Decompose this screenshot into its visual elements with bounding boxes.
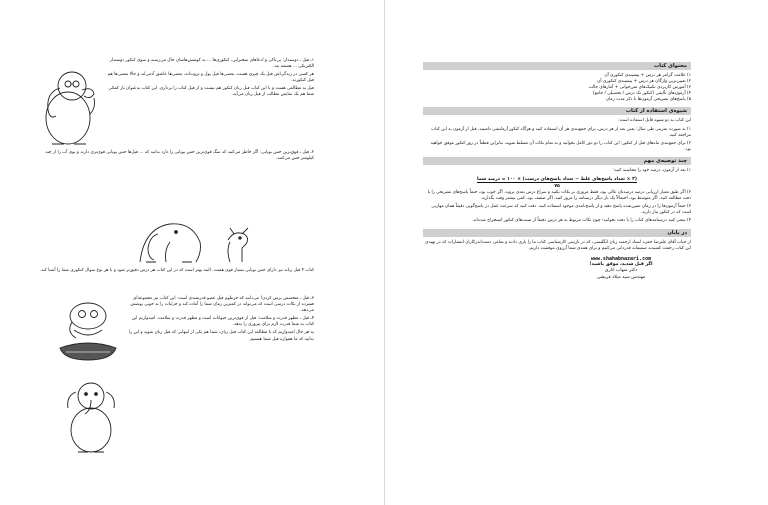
paragraph-4: ۲ـ فیل ـ فوق‌ترین حس بویایی: اگر خاطر می‌کنید که سگ قوی‌ترین حس بویایی را دارد بدانید که ... فیل‌ها حس بویایی قوی‌تری دارند و بوی آب را از چند کیلومتر حس می‌کنند. — [45, 150, 314, 162]
website-link[interactable]: www.shahabnazari.com — [590, 255, 652, 262]
author-2: مهندس سید میلاد قریشی — [596, 274, 646, 280]
paragraph-8: به هر حال امیدواریم که با مطالعه این کتاب فیل زبان، شما هم یکی از اینهایی که فیل زبان شوید و این را بدانید که ما همواره فیل شما هستیم. — [128, 330, 314, 342]
formula-numerator: (۳ × تعداد پاسخ‌های غلط − تعداد پاسخ‌های درست) × ۱۰۰ = درصد شما — [477, 177, 637, 183]
elephant-professor-illustration — [38, 60, 100, 150]
usage-intro: این کتاب به دو شیوه قابل استفاده است: — [618, 118, 691, 124]
toc-item-4: ۴) آزمون‌های تألیفی (کنکور تک درس / تحصیلی / جامع) — [592, 91, 691, 97]
usage-item-1: ۱) به صورت تمرینی طی سال: یعنی بعد از هر درس، برای جمع‌بندی هر آن استفاده کنید و هرگاه کنکور آزمایشی داشتید، قبل از آزمون به این کتاب مراجعه کنید. — [431, 126, 691, 138]
elephant-and-dog-illustration — [130, 212, 260, 268]
right-page — [384, 0, 768, 505]
paragraph-2: هر کسی در زندگی‌اش فیل یک چیزی هست، بعضی‌ها فیل پول و ثروت‌اند، بعضی‌ها عاشق آدمی‌اند و حالا بعضی‌ها هم فیل کنکورند. — [107, 72, 314, 84]
toc-item-2: ۲) تعیین‌ترین واژگان هر درس + پیشینه‌ی کنکوری آن — [597, 79, 691, 85]
toc-item-5: ۵) پاسخ‌های تشریحی آزمون‌ها با ذکر مدت زمان — [605, 97, 691, 103]
tip-2: ۲) اگر طبق معیار ارزیابی درصد درصدتان عالی بود، فقط مروری بر نکات بکنید و سراغ درس بعدی بروید. اگر خوب بود، حتماً پاسخ‌های تشریحی را با دقت مطالعه کنید. اگر متوسط بود، احتمالاً یک بار دیگر درسنامه را مرور کنید. اگر ضعیف بود، کمی بیشتر وقت بگذارید. — [427, 190, 691, 202]
standing-elephant-illustration — [58, 378, 124, 458]
formula-denominator: ۷۵ — [554, 184, 560, 190]
paragraph-1: ۱ـ فیل ـ دوستدار: بی‌باکی و ادعاهای سخنرانی، کنکوری‌ها ... به کوشش‌هاشان حال می‌رسند و سوی کنکور دوستدار الکتریکی ... همشه بند. — [109, 58, 314, 70]
signature-block — [551, 256, 691, 281]
acknowledgement-text: از جناب آقای علیرضا حمزه استاد ارجمند زبان انگلیسی، که در بازبینی کارشناسی کتاب ما را یاری دادند و تمامی دست‌اندرکاران انتشارات که در تهیه‌ی این کتاب زحمت کشیدند صمیمانه قدردانی می‌کنیم و برای همه‌ی شما آرزوی موفقیت داریم. — [425, 239, 691, 251]
middle-text-block — [38, 268, 314, 276]
paragraph-6: ۳ـ فیل ـ متخصص پرس کردن! می‌دانید که خرطوم فیل عضو قدرتمندی است. این کتاب نیز مجموعه‌ای فشرده از نکات درسی است که می‌تواند در کمترین زمان شما را آماده کند و جزئیات را به خوبی پوشش می‌دهد. — [130, 296, 314, 314]
elephant-on-cushion-illustration — [52, 296, 124, 364]
tip-1: ۱) بعد از آزمون، درصد خود را محاسبه کنید: — [613, 167, 691, 173]
usage-header: شیوه‌ی استفاده از کتاب — [423, 107, 691, 115]
percentage-formula — [423, 176, 691, 190]
intro-text-block — [100, 58, 314, 101]
toc-item-3: ۳) آموزش کاربردی تکنیک‌های متن‌خوانی + آمارهای جالب — [588, 85, 691, 91]
tip-3: ۳) حتماً آزمون‌ها را در زمان تعیین‌شده پاسخ دهید و از پاسخ‌نامه‌ی موجود استفاده کنید. دقت کنید که سرعت عمل در پاسخ‌گویی دقیقاً همان مهارتی است که در کنکور نیاز دارید. — [431, 204, 691, 216]
ending-header: در پایان — [423, 229, 691, 237]
author-1: دکتر شهاب اناری — [604, 268, 638, 274]
paragraph-7: ۴ـ فیل ـ مظهر قدرت و سلامت: فیل از قوی‌ترین حیوانات است و مظهر قدرت و سلامت. امیدواریم این کتاب به شما قدرت لازم برای پیروزی را بدهد. — [131, 316, 314, 328]
tips-header: چند توصیه‌ی مهم — [423, 157, 691, 165]
lower-text-block — [128, 296, 314, 345]
usage-item-2: ۲) برای جمع‌بندی ماه‌های قبل از کنکور: این کتاب را دو دور کامل بخوانید و به تمام نکات آن مسلط شوید، بنابراین قطعاً در روز کنکور موفق خواهید بود. — [430, 140, 691, 152]
sense-of-smell-block — [38, 150, 314, 164]
paragraph-5: کتاب ۴ فیل زبانه نیز دارای حس بویایی بسیار قوی هست. البته بهتر است که در این کتاب هر درس دقیق‌تر شود و با هر نوع سوال کنکوری شما را آشنا کند. — [39, 268, 314, 273]
right-page-content — [423, 58, 691, 281]
paragraph-3: فیل به مطالعی هست و با این کتاب فیل زبان کنکور هم نیست و از فیل کتاب را برداری. این کتاب به‌عنوان یار کمکی شما هم یک نمایش مطالب از فیل زبان می‌آید. — [108, 86, 314, 98]
toc-item-1: ۱) علامت گرامر هر درس + پیشینه‌ی کنکوری آن — [604, 73, 691, 78]
tip-4: ۴) سعی کنید درسنامه‌های کتاب را با دقت بخوانید؛ چون نکات مربوط به هر درس دقیقاً از تست‌های کنکور استخراج شده‌اند. — [471, 218, 691, 224]
closing-line: اگر فیل شدید، موفق باشید! — [589, 261, 653, 267]
toc-header: محتوای کتاب — [423, 62, 691, 70]
